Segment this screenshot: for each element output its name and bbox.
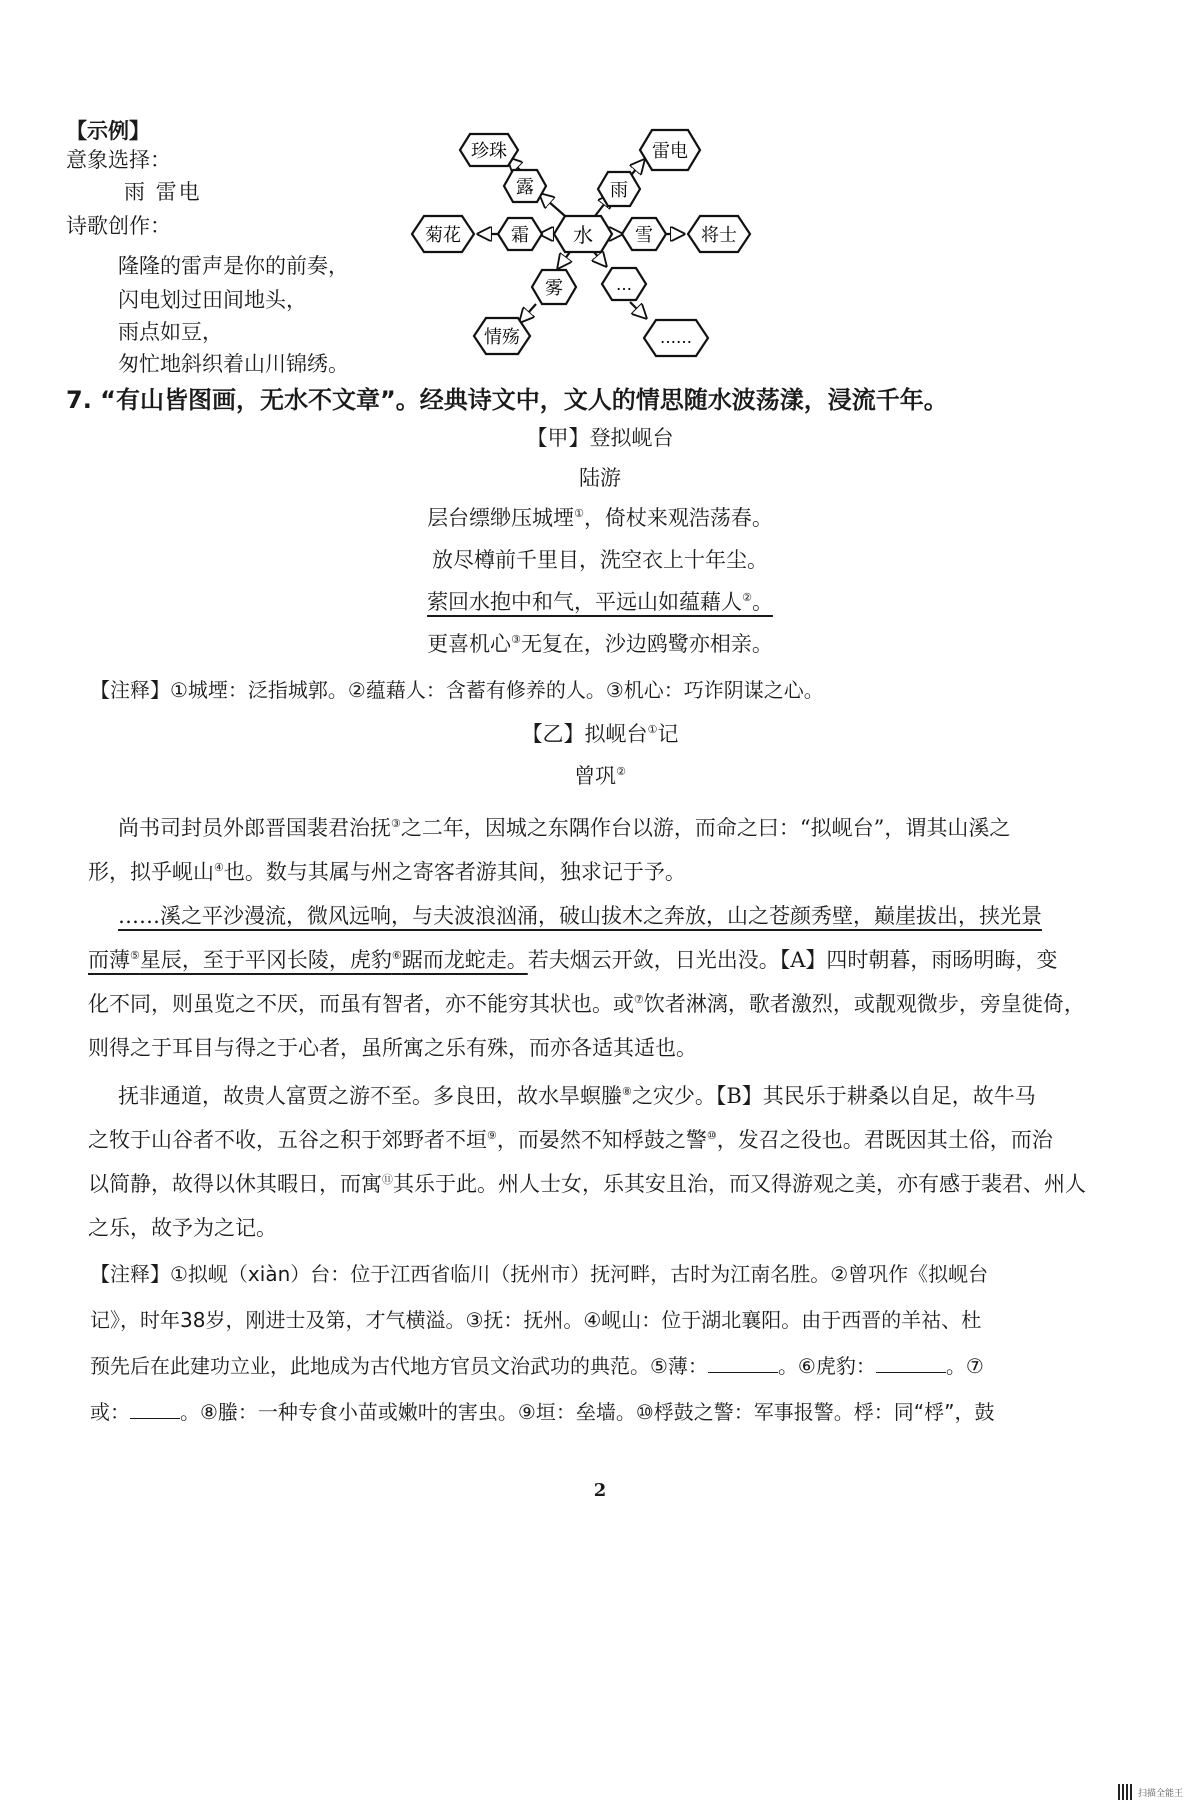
node-fog: 雾 — [545, 278, 563, 299]
node-more: …… — [660, 328, 692, 347]
essay-p3-line-2: 之牧于山谷者不收，五谷之积于郊野者不垣⑨，而晏然不知桴鼓之警⑩，发召之役也。君既因其土俗，而治 — [88, 1128, 1053, 1152]
essay-p2-line-3: 化不同，则虽览之不厌，而虽有智者，亦不能穷其状也。或⑦饮者淋漓，歌者激烈，或靓观微步，旁皇徙倚， — [88, 992, 1085, 1016]
imagery-diagram — [400, 112, 770, 374]
node-dew: 露 — [516, 177, 534, 198]
center-label: 水 — [573, 223, 593, 247]
poem-a-notes: 【注释】①城堙：泛指城郭。②蕴藉人：含蓄有修养的人。③机心：巧诈阴谋之心。 — [90, 678, 824, 702]
essay-p1-line-1: 尚书司封员外郎晋国裴君治抚③之二年，因城之东隅作台以游，而命之曰：“拟岘台”，谓其山溪之 — [118, 816, 1011, 840]
essay-p2-line-1: ……溪之平沙漫流，微风远响，与夫波浪汹涌，破山拔木之奔放，山之苍颜秀壁，巅崖拔出，挟光景 — [118, 904, 1042, 928]
essay-b-author: 曾巩② — [574, 764, 626, 788]
node-rain: 雨 — [610, 180, 628, 201]
node-frost: 霜 — [511, 225, 529, 246]
poem-line-2: 闪电划过田间地头， — [118, 288, 307, 312]
essay-notes-line-4: 或： 。⑧螣：一种专食小苗或嫩叶的害虫。⑨垣：垒墙。⑩桴鼓之警：军事报警。桴：同“桴”，鼓 — [90, 1400, 995, 1424]
arrow-to-fog — [558, 252, 570, 268]
node-thunder: 雷电 — [652, 141, 688, 162]
poem-a-title: 【甲】登拟岘台 — [526, 426, 674, 450]
arrow-to-more — [630, 302, 646, 318]
node-chrysanthemum: 菊花 — [425, 225, 461, 246]
blank-7[interactable] — [130, 1400, 180, 1419]
poem-a-author: 陆游 — [579, 466, 621, 490]
essay-notes-line-1: 【注释】①拟岘（xiàn）台：位于江西省临川（抚州市）抚河畔，古时为江南名胜。②曾巩作《拟岘台 — [90, 1262, 989, 1286]
essay-p2-line-2: 而薄⑤星辰，至于平冈长陵，虎豹⑥踞而龙蛇走。若夫烟云开敛，日光出没。【A】四时朝暮，雨旸明晦，变 — [88, 948, 1058, 972]
essay-notes-line-3: 预先后在此建功立业，此地成为古代地方官员文治武功的典范。⑤薄： 。⑥虎豹： 。⑦ — [90, 1354, 984, 1378]
example-heading: 【示例】 — [66, 118, 150, 143]
blank-5[interactable] — [708, 1354, 778, 1373]
essay-p3-line-1: 抚非通道，故贵人富贾之游不至。多良田，故水旱螟螣⑧之灾少。【B】其民乐于耕桑以自足，故牛马 — [118, 1084, 1036, 1108]
node-sorrow: 情殇 — [484, 327, 520, 348]
imagery-label: 意象选择： — [66, 148, 171, 172]
essay-p3-line-3: 以简静，故得以休其暇日，而寓⑪其乐于此。州人士女，乐其安且治，而又得游观之美，亦有感于裴君、州人 — [88, 1172, 1086, 1196]
qr-code-icon — [1118, 1784, 1134, 1800]
arrow-to-dew — [540, 194, 565, 216]
poem-a-line-4: 更喜机心③无复在，沙边鸥鹭亦相亲。 — [427, 632, 773, 656]
poem-line-1: 隆隆的雷声是你的前奏， — [118, 254, 349, 278]
imagery-value: 雨 雷电 — [124, 180, 202, 204]
poem-a-line-1: 层台缥缈压城堙①，倚杖来观浩荡春。 — [427, 506, 773, 530]
essay-p1-line-2: 形，拟乎岘山④也。数与其属与州之寄客者游其间，独求记于予。 — [88, 860, 686, 884]
watermark-label: 扫描全能王 — [1138, 1789, 1184, 1799]
essay-p2-line-4: 则得之于耳目与得之于心者，虽所寓之乐有殊，而亦各适其适也。 — [88, 1036, 697, 1060]
poem-label: 诗歌创作： — [66, 214, 171, 238]
poem-line-3: 雨点如豆， — [118, 320, 223, 344]
page-number: 2 — [593, 1480, 607, 1501]
poem-line-4: 匆忙地斜织着山川锦绣。 — [118, 352, 349, 376]
arrow-to-etc — [594, 252, 606, 266]
arrow-to-thunder — [632, 160, 644, 174]
essay-p3-line-4: 之乐，故予为之记。 — [88, 1216, 277, 1240]
node-etc: … — [616, 275, 632, 294]
question-7: 7. “有山皆图画，无水不文章”。经典诗文中，文人的情思随水波荡漾，浸流千年。 — [66, 386, 948, 414]
node-pearl: 珍珠 — [471, 141, 507, 162]
node-snow: 雪 — [635, 225, 653, 246]
node-soldier: 将士 — [701, 225, 737, 246]
blank-6[interactable] — [876, 1354, 946, 1373]
essay-notes-line-2: 记》，时年38岁，刚进士及第，才气横溢。③抚：抚州。④岘山：位于湖北襄阳。由于西晋的羊祜、杜 — [90, 1308, 982, 1332]
poem-a-line-3: 萦回水抱中和气，平远山如蕴藉人②。 — [427, 590, 773, 614]
arrow-to-sorrow — [520, 304, 536, 322]
essay-b-title: 【乙】拟岘台①记 — [521, 722, 679, 746]
poem-a-line-2: 放尽樽前千里目，洗空衣上十年尘。 — [432, 548, 768, 572]
